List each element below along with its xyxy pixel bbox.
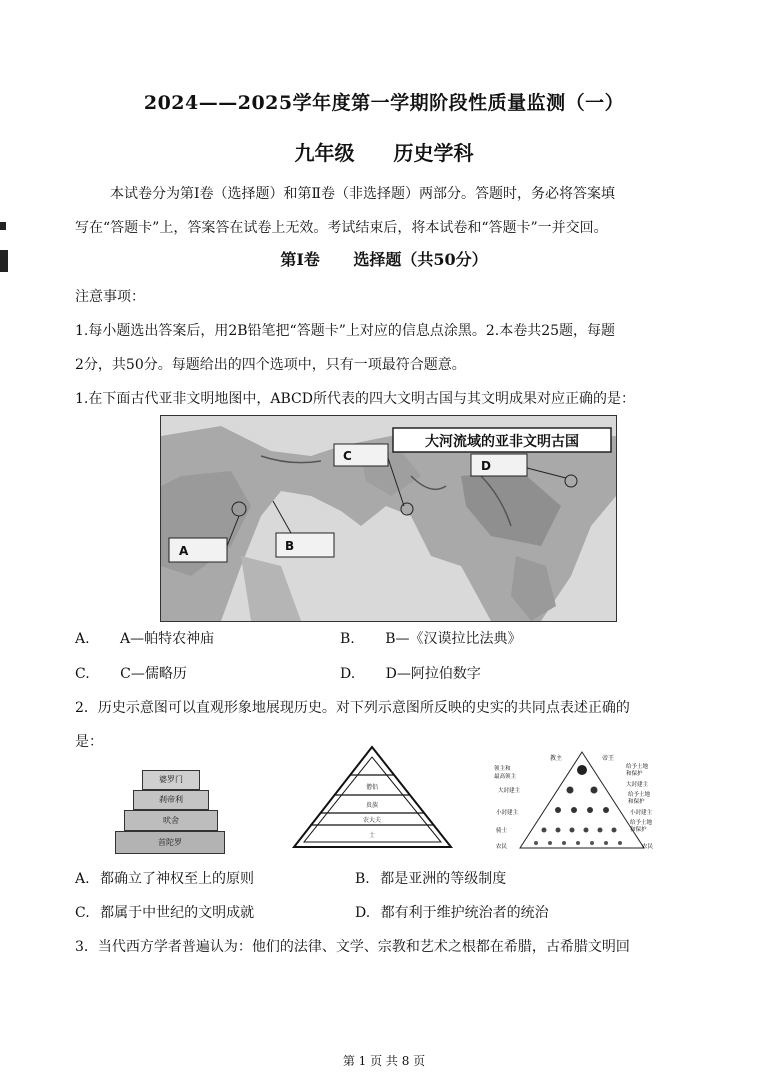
pyramid-figure [290,745,455,850]
map-label-c: C [343,449,352,463]
feudal-right-4: 给予土地 [628,792,651,798]
feudal-left-5: 骑士 [496,828,508,834]
ancient-civilizations-map [160,415,617,622]
q1-option-a: A. A—帕特农神庙 [75,631,215,647]
feudal-top-left: 教主 [549,755,562,762]
feudal-left-1: 领主和 [494,766,511,772]
feudal-right-3: 大封建主 [626,782,649,788]
question-2-stem-line-1: 2．历史示意图可以直观形象地展现历史。对下列示意图所反映的史实的共同点表述正确的 [75,700,630,716]
q1-option-d: D. D—阿拉伯数字 [340,666,481,682]
page-footer: 第 1 页 共 8 页 [342,1054,426,1068]
notes-heading: 注意事项： [75,289,145,305]
map-banner: 大河流域的亚非文明古国 [425,434,579,450]
feudal-right-5: 和保护 [628,799,645,805]
feudal-left-6: 农民 [496,844,508,850]
feudal-right-8: 和保护 [630,827,647,833]
tier-4: 首陀罗 [115,831,225,854]
grade-label: 九年级 [294,141,355,165]
notes-line-1: 1.每小题选出答案后，用2B铅笔把“答题卡”上对应的信息点涂黑。2.本卷共25题，每题 [75,323,616,339]
tier-2: 刹帝利 [133,790,209,810]
pyramid-tier-2: 贵族 [365,802,379,809]
pyramid-tier-3: 农大夫 [362,817,382,824]
feudal-left-4: 小封建主 [496,810,519,816]
map-label-b: B [285,539,295,553]
exam-title: 2024——2025学年度第一学期阶段性质量监测（一） [143,92,625,114]
q2-option-d: D. 都有利于维护统治者的统治 [355,905,549,921]
caste-system-figure [115,770,225,856]
tier-1: 婆罗门 [142,770,200,790]
q1-option-b: B. B—《汉谟拉比法典》 [340,631,522,647]
intro-line-2: 写在“答题卡”上，答案答在试卷上无效。考试结束后，将本试卷和“答题卡”一并交回。 [75,220,608,236]
feudal-left-3: 大封建主 [498,788,521,794]
feudal-left-2: 最高领主 [494,774,517,780]
feudal-top-right: 帝王 [602,755,615,762]
q2-option-b: B. 都是亚洲的等级制度 [355,871,507,887]
map-label-a: A [179,544,189,558]
feudal-right-6: 小封建主 [630,810,653,816]
section-name: 选择题（共50分） [353,250,488,269]
question-3-stem: 3．当代西方学者普遍认为：他们的法律、文学、宗教和艺术之根都在希腊，古希腊文明回 [75,939,630,955]
notes-line-2: 2分，共50分。每题给出的四个选项中，只有一项最符合题意。 [75,357,466,373]
feudal-right-7: 给予土地 [630,820,653,826]
scan-edge-mark [0,222,6,230]
section-part: 第Ⅰ卷 [280,250,320,269]
q1-option-c: C. C—儒略历 [75,666,187,682]
question-1-stem: 1.在下面古代亚非文明地图中，ABCD所代表的四大文明古国与其文明成果对应正确的是： [75,391,635,407]
q2-option-a: A. 都确立了神权至上的原则 [75,871,255,887]
section-heading [0,247,768,270]
feudal-hierarchy-figure [492,748,672,856]
question-2-stem-line-2: 是： [75,734,103,750]
exam-subtitle [0,137,768,166]
intro-line-1: 本试卷分为第Ⅰ卷（选择题）和第Ⅱ卷（非选择题）两部分。答题时，务必将答案填 [110,186,616,202]
q2-option-c: C. 都属于中世纪的文明成就 [75,905,255,921]
subject-label: 历史学科 [393,141,474,165]
map-label-d: D [481,459,491,473]
pyramid-tier-1: 僧侣 [365,784,379,791]
tier-3: 吠舍 [124,810,218,831]
pyramid-tier-4: 士 [368,832,376,839]
feudal-right-9: 农民 [642,844,654,850]
feudal-right-1: 给予土地 [626,764,649,770]
feudal-right-2: 和保护 [626,771,643,777]
